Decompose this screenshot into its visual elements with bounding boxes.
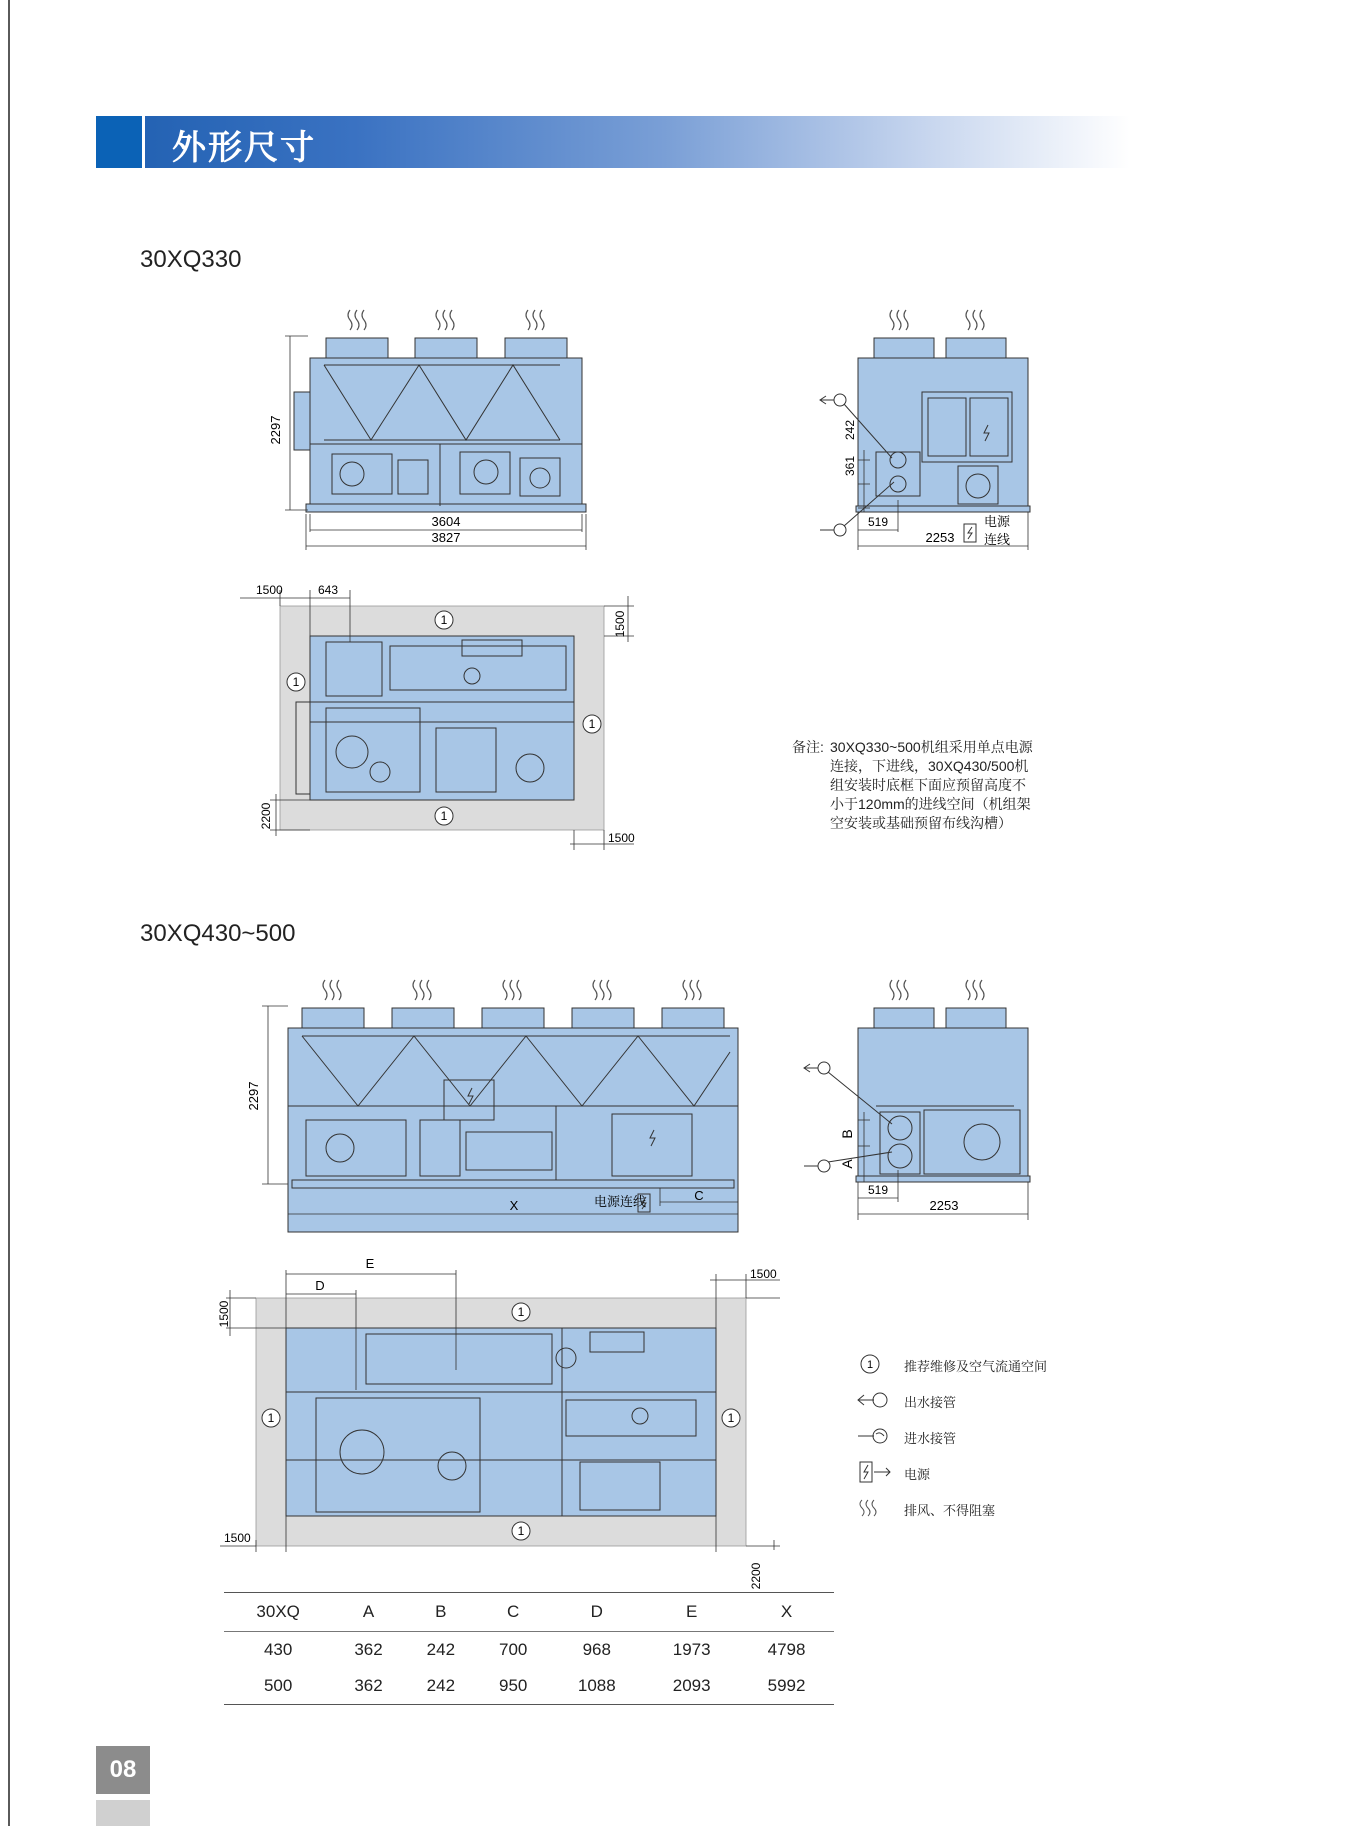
legend-label: 进水接管: [904, 1431, 957, 1446]
power-icon: [964, 524, 976, 542]
s1-plan-bottom-right: 1500: [608, 831, 635, 845]
water-inlet-icon: [854, 1424, 898, 1448]
table-cell: 242: [426, 1640, 456, 1659]
table-row: [224, 1632, 834, 1669]
note-line: 组安装时底框下面应预留高度不: [830, 777, 1026, 793]
exhaust-icon: [323, 980, 701, 1000]
table-header: D: [549, 1593, 644, 1632]
page-title: 外形尺寸: [172, 128, 316, 168]
s1-side-d4: 2253: [925, 530, 955, 545]
table-cell: 4798: [767, 1640, 806, 1659]
section1-side-view: [800, 300, 1050, 550]
table-header: C: [477, 1593, 549, 1632]
s2-plan-circle-bottom: 1: [517, 1524, 525, 1538]
section2-side-view: [800, 970, 1050, 1220]
exhaust-icon: [854, 1496, 898, 1520]
s1-side-d2: 361: [843, 456, 857, 477]
section2-front-view: [240, 970, 760, 1230]
s2-plan-left-top: 1500: [217, 1300, 231, 1328]
table-header: A: [332, 1593, 404, 1632]
s2-plan-e: E: [365, 1256, 375, 1271]
note-line: 空安装或基础预留布线沟槽）: [830, 815, 1012, 831]
table-cell: 242: [405, 1668, 477, 1705]
svg-text:1: 1: [866, 1359, 874, 1371]
note-line: 小于120mm的进线空间（机组架: [830, 796, 1031, 812]
s1-power-line2: 连线: [984, 532, 1011, 547]
header-accent-block: [96, 116, 142, 168]
table-row: [224, 1668, 834, 1705]
page-footer-block: [96, 1800, 150, 1826]
table-cell: 968: [582, 1640, 611, 1659]
s1-plan-circle-left: 1: [292, 675, 300, 689]
exhaust-icon: [348, 310, 544, 330]
table-cell: 362: [332, 1668, 404, 1705]
legend-label: 推荐维修及空气流通空间: [904, 1359, 1048, 1374]
note-line: 连接，下进线，30XQ430/500机: [830, 758, 1029, 774]
s2-plan-circle-left: 1: [267, 1411, 275, 1425]
table-cell: 500: [224, 1668, 332, 1705]
power-icon: [854, 1460, 898, 1484]
table-cell: 5992: [739, 1668, 834, 1705]
s2-plan-top-right: 1500: [750, 1267, 777, 1281]
s1-front-height: 2297: [268, 415, 283, 445]
table-header-row: [224, 1593, 834, 1632]
s1-plan-left: 1500: [256, 583, 283, 597]
circle-1-icon: [854, 1352, 898, 1376]
legend-label: 排风、不得阻塞: [904, 1503, 996, 1518]
s1-side-d1: 242: [843, 420, 857, 441]
s1-plan-circle-bottom: 1: [440, 809, 448, 823]
note-line: 30XQ330~500机组采用单点电源: [830, 739, 1033, 755]
dimension-table: [224, 1592, 834, 1705]
section2-plan-view: [217, 1250, 820, 1550]
note: [792, 738, 1062, 833]
s2-front-x: X: [509, 1198, 519, 1213]
table-header: 30XQ: [224, 1593, 332, 1632]
page-number: 08: [96, 1746, 150, 1794]
legend-label: 电源: [904, 1467, 931, 1482]
s2-front-power: 电源连线: [594, 1194, 647, 1209]
s1-plan-bottom-left: 2200: [259, 802, 273, 830]
section1-title: 30XQ330: [140, 246, 242, 273]
table-header: E: [644, 1593, 739, 1632]
s1-plan-circle-top: 1: [440, 613, 448, 627]
s2-side-519: 519: [867, 1183, 889, 1197]
table-cell: 2093: [644, 1668, 739, 1705]
s1-front-len1: 3604: [431, 514, 461, 529]
note-label: 备注:: [792, 739, 824, 755]
table-cell: 700: [499, 1640, 528, 1659]
s2-side-2253: 2253: [929, 1198, 959, 1213]
page-left-rule: [8, 0, 10, 1826]
s2-side-b: B: [839, 1129, 855, 1139]
s2-side-a: A: [839, 1159, 855, 1169]
s1-power-line1: 电源: [984, 514, 1011, 529]
s2-front-height: 2297: [246, 1081, 261, 1111]
s1-front-len2: 3827: [431, 530, 461, 545]
s1-side-d3: 519: [867, 515, 889, 529]
table-cell: 362: [354, 1640, 383, 1659]
s2-plan-circle-right: 1: [727, 1411, 735, 1425]
s1-plan-643: 643: [318, 583, 339, 597]
s1-plan-circle-right: 1: [588, 717, 596, 731]
table-header: B: [405, 1593, 477, 1632]
water-outlet-icon: [854, 1388, 898, 1412]
table-header: X: [739, 1593, 834, 1632]
exhaust-icon: [890, 310, 984, 330]
s2-front-c: C: [694, 1188, 704, 1203]
table-cell: 1973: [672, 1640, 711, 1659]
section2-title: 30XQ430~500: [140, 920, 296, 947]
exhaust-icon: [890, 980, 984, 1000]
section1-plan-view: [240, 576, 660, 856]
table-cell: 430: [263, 1640, 293, 1659]
legend-label: 出水接管: [904, 1395, 957, 1410]
s2-plan-bottom-left: 1500: [224, 1531, 251, 1545]
s1-plan-top-right: 1500: [613, 610, 627, 638]
table-cell: 950: [477, 1668, 549, 1705]
s2-plan-d: D: [315, 1278, 325, 1293]
section1-front-view: [250, 300, 600, 560]
s2-plan-circle-top: 1: [517, 1305, 525, 1319]
table-cell: 1088: [549, 1668, 644, 1705]
header-separator: [142, 116, 145, 168]
s2-plan-bottom-right: 2200: [749, 1562, 763, 1590]
